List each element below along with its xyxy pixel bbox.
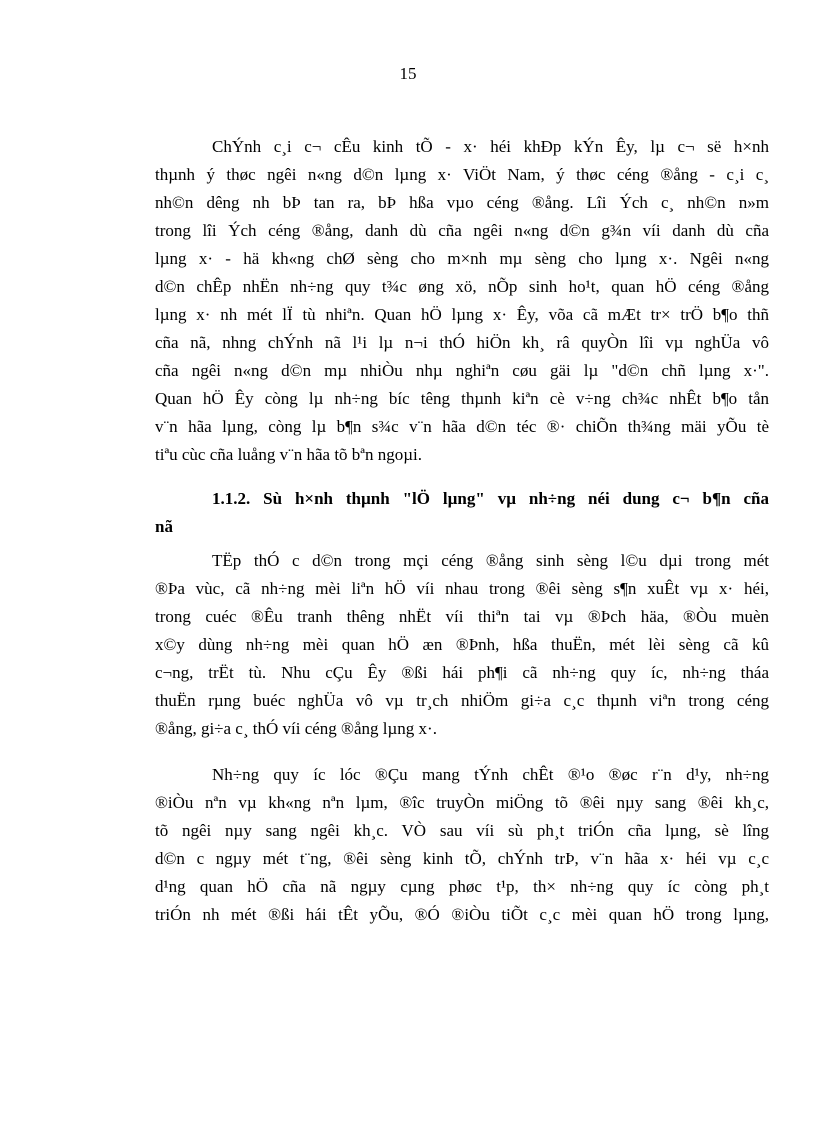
- text-line: triÓn nh mét ®ßi hái tÊt yÕu, ®Ó ®iÒu tiÕt c¸c mèi quan hÖ trong lµng,: [155, 905, 769, 924]
- text-line: c¬ng, trËt tù. Nhu cÇu Êy ®ßi hái ph¶i cã nh÷ng quy íc, nh÷ng tháa: [155, 663, 769, 682]
- text-line: ®Þa vùc, cã nh÷ng mèi liªn hÖ víi nhau trong ®êi sèng s¶n xuÊt vµ x· héi,: [155, 579, 769, 598]
- text-line: x©y dùng nh÷ng mèi quan hÖ æn ®Þnh, hßa thuËn, mét lèi sèng cã kû: [155, 635, 769, 654]
- text-line: tõ ngêi nµy sang ngêi kh¸c. VÒ sau víi sù ph¸t triÓn cña lµng, sè lîng: [155, 821, 769, 840]
- text-line: TËp thÓ c d©n trong mçi céng ®ång sinh sèng l©u dµi trong mét: [212, 551, 769, 570]
- heading-line: nã: [155, 517, 173, 536]
- heading-line: 1.1.2. Sù h×nh thµnh "lÖ lµng" vµ nh÷ng néi dung c¬ b¶n cña: [212, 489, 769, 508]
- text-line: ChÝnh c¸i c¬ cÊu kinh tÕ - x· héi khÐp kÝn Êy, lµ c¬ së h×nh: [212, 137, 769, 156]
- text-line: trong lîi Ých céng ®ång, danh dù cña ngêi n«ng d©n g¾n víi danh dù cña: [155, 221, 769, 240]
- text-line: ®ång, gi÷a c¸ thÓ víi céng ®ång lµng x·.: [155, 719, 437, 738]
- text-line: lµng x· - hä kh«ng chØ sèng cho m×nh mµ sèng cho lµng x·. Ngêi n«ng: [155, 249, 769, 268]
- section-heading: [155, 485, 769, 541]
- text-line: cña nã, nhng chÝnh nã l¹i lµ n¬i thÓ hiÖn kh¸ râ quyÒn lîi vµ nghÜa vô: [155, 333, 769, 352]
- text-line: nh©n dêng nh bÞ tan ra, bÞ hßa vµo céng ®ång. Lîi Ých c¸ nh©n n»m: [155, 193, 769, 212]
- text-line: Nh÷ng quy íc lóc ®Çu mang tÝnh chÊt ®¹o ®øc r¨n d¹y, nh÷ng: [212, 765, 769, 784]
- text-line: v¨n hãa lµng, còng lµ b¶n s¾c v¨n hãa d©n téc ®· chiÕn th¾ng mäi yÕu tè: [155, 417, 769, 436]
- text-line: trong cuéc ®Êu tranh thêng nhËt víi thiªn tai vµ ®Þch häa, ®Òu muèn: [155, 607, 769, 626]
- text-line: tiªu cùc cña luång v¨n hãa tõ bªn ngoµi.: [155, 445, 423, 464]
- page-number: 15: [399, 64, 417, 83]
- text-line: d¹ng quan hÖ cña nã ngµy cµng phøc t¹p, th× nh÷ng quy íc còng ph¸t: [155, 877, 769, 896]
- text-line: thuËn rµng buéc nghÜa vô vµ tr¸ch nhiÖm gi÷a c¸c thµnh viªn trong céng: [155, 691, 769, 710]
- text-line: ®iÒu nªn vµ kh«ng nªn lµm, ®îc truyÒn miÖng tõ ®êi nµy sang ®êi kh¸c,: [155, 793, 769, 812]
- document-body: [155, 133, 769, 929]
- text-line: d©n c ngµy mét t¨ng, ®êi sèng kinh tÕ, chÝnh trÞ, v¨n hãa x· héi vµ c¸c: [155, 849, 769, 868]
- text-line: cña ngêi n«ng d©n mµ nhiÒu nhµ nghiªn cøu gäi lµ "d©n chñ lµng x·".: [155, 361, 769, 380]
- text-line: Quan hÖ Êy còng lµ nh÷ng bíc têng thµnh kiªn cè v÷ng ch¾c nhÊt b¶o tån: [155, 389, 769, 408]
- paragraph-2: [155, 547, 769, 743]
- text-line: thµnh ý thøc ngêi n«ng d©n lµng x· ViÖt Nam, ý thøc céng ®ång - c¸i c¸: [155, 165, 769, 184]
- paragraph-3: [155, 761, 769, 929]
- text-line: d©n chÊp nhËn nh÷ng quy t¾c øng xö, nÕp sinh ho¹t, quan hÖ céng ®ång: [155, 277, 769, 296]
- text-line: lµng x· nh mét lÏ tù nhiªn. Quan hÖ lµng x· Êy, võa cã mÆt tr× trÖ b¶o thñ: [155, 305, 769, 324]
- paragraph-1: [155, 133, 769, 469]
